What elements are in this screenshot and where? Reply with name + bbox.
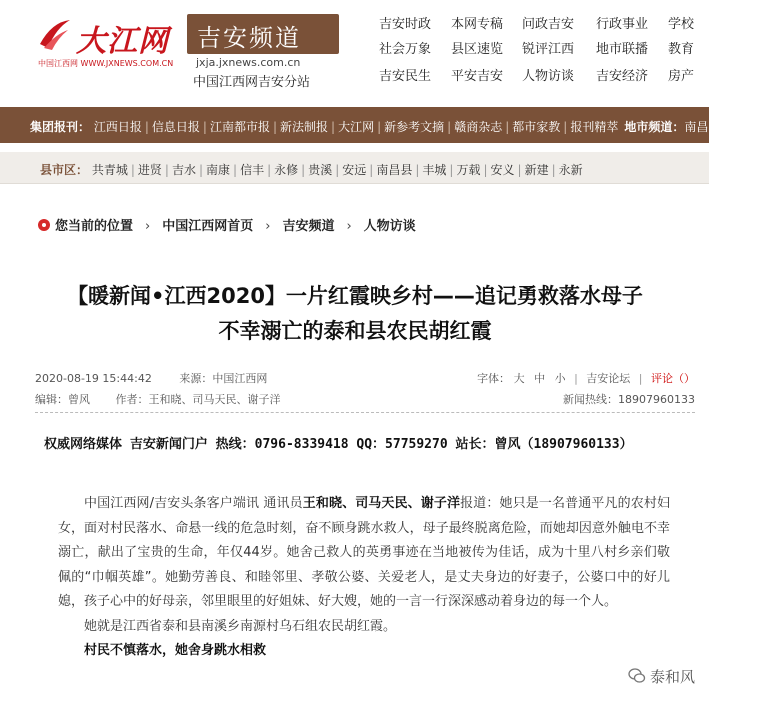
separator: | — [144, 120, 149, 134]
county-link[interactable]: 永修 — [274, 163, 299, 177]
font-size-label: 字体： — [477, 372, 511, 385]
group-media-link[interactable]: 报刊精萃 — [570, 120, 619, 134]
site-header — [0, 0, 709, 105]
county-link[interactable]: 进贤 — [137, 163, 162, 177]
separator: | — [449, 163, 454, 177]
separator: | — [505, 120, 510, 134]
nav-link[interactable]: 学校 — [668, 17, 695, 32]
separator: | — [483, 163, 488, 177]
county-link[interactable]: 新建 — [524, 163, 549, 177]
breadcrumb-arrow-icon: › — [265, 219, 271, 234]
separator: | — [301, 163, 306, 177]
nav-link[interactable]: 社会万象 — [379, 42, 432, 57]
article-title-line1: 【暖新闻•江西2020】一片红霞映乡村——追记勇救落水母子 — [67, 284, 643, 308]
city-channel-label: 地市频道： — [624, 120, 685, 134]
group-media-link[interactable]: 赣商杂志 — [454, 120, 503, 134]
county-link[interactable]: 吉水 — [171, 163, 196, 177]
font-size-large[interactable]: 大 — [513, 372, 525, 385]
article-body — [58, 492, 670, 664]
county-link[interactable]: 共青城 — [91, 163, 128, 177]
separator: | — [377, 120, 382, 134]
city-channel-link[interactable]: 九江 — [713, 120, 738, 134]
county-link[interactable]: 永新 — [558, 163, 583, 177]
nav-link[interactable]: 人物访谈 — [522, 69, 575, 84]
separator: | — [517, 163, 522, 177]
article-title-line2: 不幸溺亡的泰和县农民胡红霞 — [218, 319, 492, 343]
news-hotline: 新闻热线：18907960133 — [563, 393, 695, 406]
watermark — [628, 666, 695, 687]
nav-link[interactable]: 县区速览 — [451, 42, 504, 57]
separator: | — [369, 163, 374, 177]
county-link[interactable]: 贵溪 — [308, 163, 333, 177]
nav-link[interactable]: 问政吉安 — [522, 17, 575, 32]
city-channel-link[interactable]: 景德 — [742, 120, 767, 134]
breadcrumb-label: 您当前的位置 — [55, 219, 134, 234]
group-media-link[interactable]: 江南都市报 — [209, 120, 270, 134]
separator: | — [164, 163, 169, 177]
watermark-text: 泰和风 — [649, 668, 695, 686]
separator: | — [267, 163, 272, 177]
county-link[interactable]: 丰城 — [422, 163, 447, 177]
group-media-link[interactable]: 江西日报 — [93, 120, 142, 134]
separator: | — [130, 163, 135, 177]
font-size-small[interactable]: 小 — [554, 372, 566, 385]
nav-link[interactable]: 本网专稿 — [451, 17, 504, 32]
separator: | — [202, 120, 207, 134]
separator: | — [272, 120, 278, 134]
county-link[interactable]: 万载 — [456, 163, 481, 177]
logo-subtitle: 中国江西网 WWW.JXNEWS.COM.CN — [38, 59, 174, 68]
separator: | — [551, 163, 556, 177]
channel-badge[interactable] — [187, 14, 339, 54]
group-media-link[interactable]: 都市家教 — [512, 120, 561, 134]
group-media-link[interactable]: 大江网 — [338, 120, 375, 134]
channel-title: 吉安频道 — [197, 24, 301, 52]
publish-date: 2020-08-19 15:44:42 — [35, 372, 152, 385]
logo-swoosh-icon — [38, 18, 72, 52]
separator: | — [335, 163, 340, 177]
breadcrumb-channel[interactable]: 吉安频道 — [282, 219, 335, 234]
article-editor: 编辑：曾风 — [35, 393, 90, 406]
channel-station: 中国江西网吉安分站 — [193, 75, 311, 90]
group-media-bar — [0, 107, 767, 143]
byline-names: 王和晓、司马天民、谢子洋 — [302, 496, 461, 511]
separator: | — [331, 120, 336, 134]
county-link[interactable]: 南昌县 — [376, 163, 413, 177]
article-meta-row2 — [35, 391, 695, 407]
separator: | — [447, 120, 452, 134]
site-logo[interactable] — [30, 12, 180, 72]
article-paragraph — [58, 492, 670, 615]
channel-domain: jxja.jxnews.com.cn — [196, 56, 301, 69]
nav-link[interactable]: 行政事业 — [596, 17, 649, 32]
county-label: 县市区： — [40, 163, 89, 177]
group-media-label: 集团报刊： — [30, 120, 91, 134]
breadcrumb-arrow-icon: › — [346, 219, 352, 234]
article-subheading: 村民不慎落水，她舍身跳水相救 — [84, 643, 267, 658]
group-media-link[interactable]: 新法制报 — [280, 120, 329, 134]
separator: | — [563, 120, 568, 134]
breadcrumb-arrow-icon: › — [145, 219, 151, 234]
nav-link[interactable]: 平安吉安 — [451, 69, 504, 84]
nav-link[interactable]: 地市联播 — [596, 42, 649, 57]
separator: | — [198, 163, 204, 177]
article-title — [20, 279, 690, 349]
byline-prefix: 中国江西网/吉安头条客户端讯 通讯员 — [84, 496, 303, 511]
logo-text: 大江网 — [76, 24, 169, 59]
nav-link[interactable]: 吉安时政 — [379, 17, 432, 32]
nav-link[interactable]: 吉安经济 — [596, 69, 649, 84]
separator: | — [415, 163, 420, 177]
article-meta-row1: 2020-08-19 15:44:42 来源：中国江西网 字体： 大 中 小 | 吉安论坛 | 评论（） — [35, 372, 695, 385]
nav-link[interactable]: 房产 — [668, 69, 695, 84]
nav-link[interactable]: 教育 — [668, 42, 695, 57]
paragraph-text: 报道：她只是一名普通平凡的农村妇女，面对村民落水、命悬一线的危急时刻，奋不顾身跳水救人，母子最终脱离危险，而她却因意外触电不幸溺亡，献出了宝贵的生命，年仅44岁。她舍己救人的英勇事迹在当地被传为佳话，成为十里八村乡亲们敬佩的“巾帼英雄”。她勤劳善良、和睦邻里、孝敬公婆、关爱老人，是丈夫身边的好妻子，公婆口中的好儿媳，孩子心中的好母亲，邻里眼里的好姐妹、好大嫂，她的一言一行深深感动着身边的每一个人。 — [58, 496, 670, 609]
meta-divider — [35, 412, 695, 413]
font-size-medium[interactable]: 中 — [534, 372, 546, 385]
location-pin-icon — [38, 219, 50, 231]
county-bar — [0, 152, 709, 184]
county-link[interactable]: 安远 — [342, 163, 367, 177]
group-media-link[interactable]: 新参考文摘 — [384, 120, 445, 134]
breadcrumb-section[interactable]: 人物访谈 — [363, 219, 416, 234]
breadcrumb-home[interactable]: 中国江西网首页 — [162, 219, 254, 234]
article-source: 来源：中国江西网 — [179, 372, 268, 385]
wechat-icon — [628, 667, 646, 685]
article-authors: 作者：王和晓、司马天民、谢子洋 — [115, 393, 281, 406]
county-link[interactable]: 信丰 — [240, 163, 265, 177]
forum-link[interactable]: 吉安论坛 — [586, 372, 631, 385]
nav-link[interactable]: 锐评江西 — [522, 42, 575, 57]
nav-link[interactable]: 吉安民生 — [379, 69, 432, 84]
article-paragraph: 她就是江西省泰和县南溪乡南源村乌石组农民胡红霞。 — [84, 618, 397, 634]
group-media-link[interactable]: 信息日报 — [151, 120, 200, 134]
contact-banner: 权威网络媒体 吉安新闻门户 热线：0796-8339418 QQ：57759270 站长：曾风（18907960133） — [44, 437, 633, 452]
separator: | — [233, 163, 238, 177]
county-link[interactable]: 安义 — [490, 163, 515, 177]
comment-link[interactable]: 评论（） — [651, 372, 695, 385]
city-channel-link[interactable]: 南昌 — [684, 120, 709, 134]
breadcrumb — [38, 215, 416, 234]
county-link[interactable]: 南康 — [206, 163, 231, 177]
